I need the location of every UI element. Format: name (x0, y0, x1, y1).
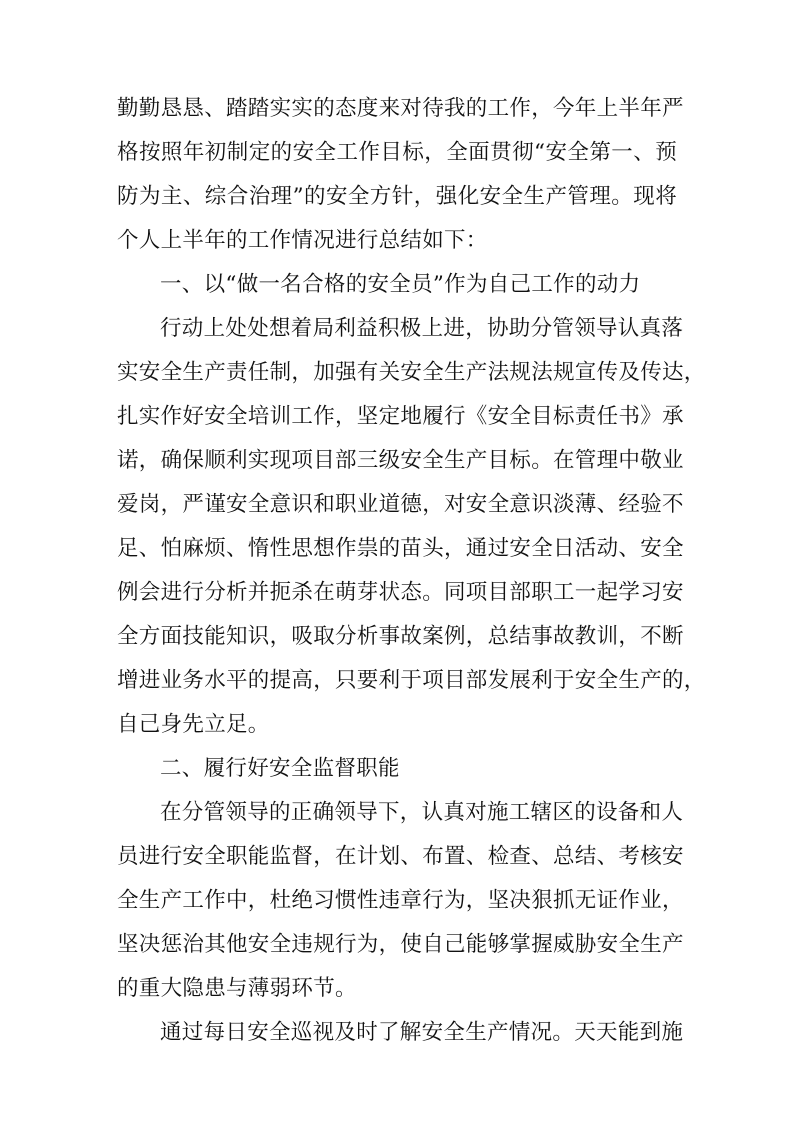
paragraph-line: 坚决惩治其他安全违规行为，使自己能够掌握威胁安全生产 (117, 932, 684, 957)
paragraph-line: 增进业务水平的提高，只要利于项目部发展利于安全生产的， (117, 668, 706, 693)
paragraph-line: 防为主、综合治理”的安全方针，强化安全生产管理。现将 (117, 184, 677, 209)
paragraph-line: 格按照年初制定的安全工作目标，全面贯彻“安全第一、预 (117, 140, 677, 165)
paragraph-line: 例会进行分析并扼杀在萌芽状态。同项目部职工一起学习安 (117, 580, 684, 605)
paragraph-line: 行动上处处想着局利益积极上进，协助分管领导认真落 (160, 316, 684, 341)
paragraph-line: 的重大隐患与薄弱环节。 (117, 976, 357, 1001)
paragraph-line: 个人上半年的工作情况进行总结如下： (117, 228, 488, 253)
paragraph-line: 通过每日安全巡视及时了解安全生产情况。天天能到施 (160, 1020, 684, 1045)
paragraph-line: 扎实作好安全培训工作，坚定地履行《安全目标责任书》承 (117, 404, 684, 429)
paragraph-line: 在分管领导的正确领导下，认真对施工辖区的设备和人 (160, 800, 684, 825)
paragraph-line: 员进行安全职能监督，在计划、布置、检查、总结、考核安 (117, 844, 684, 869)
paragraph-line: 爱岗，严谨安全意识和职业道德，对安全意识淡薄、经验不 (117, 492, 684, 517)
paragraph-line: 诺，确保顺利实现项目部三级安全生产目标。在管理中敬业 (117, 448, 684, 473)
paragraph-line: 足、怕麻烦、惰性思想作祟的苗头，通过安全日活动、安全 (117, 536, 684, 561)
section-heading: 二、履行好安全监督职能 (160, 756, 400, 781)
paragraph-line: 勤勤恳恳、踏踏实实的态度来对待我的工作，今年上半年严 (117, 96, 684, 121)
section-heading: 一、以“做一名合格的安全员”作为自己工作的动力 (160, 272, 641, 297)
paragraph-line: 自己身先立足。 (117, 712, 270, 737)
paragraph-line: 全生产工作中，杜绝习惯性违章行为，坚决狠抓无证作业， (117, 888, 684, 913)
paragraph-line: 实安全生产责任制，加强有关安全生产法规法规宣传及传达， (117, 360, 706, 385)
paragraph-line: 全方面技能知识，吸取分析事故案例，总结事故教训，不断 (117, 624, 684, 649)
